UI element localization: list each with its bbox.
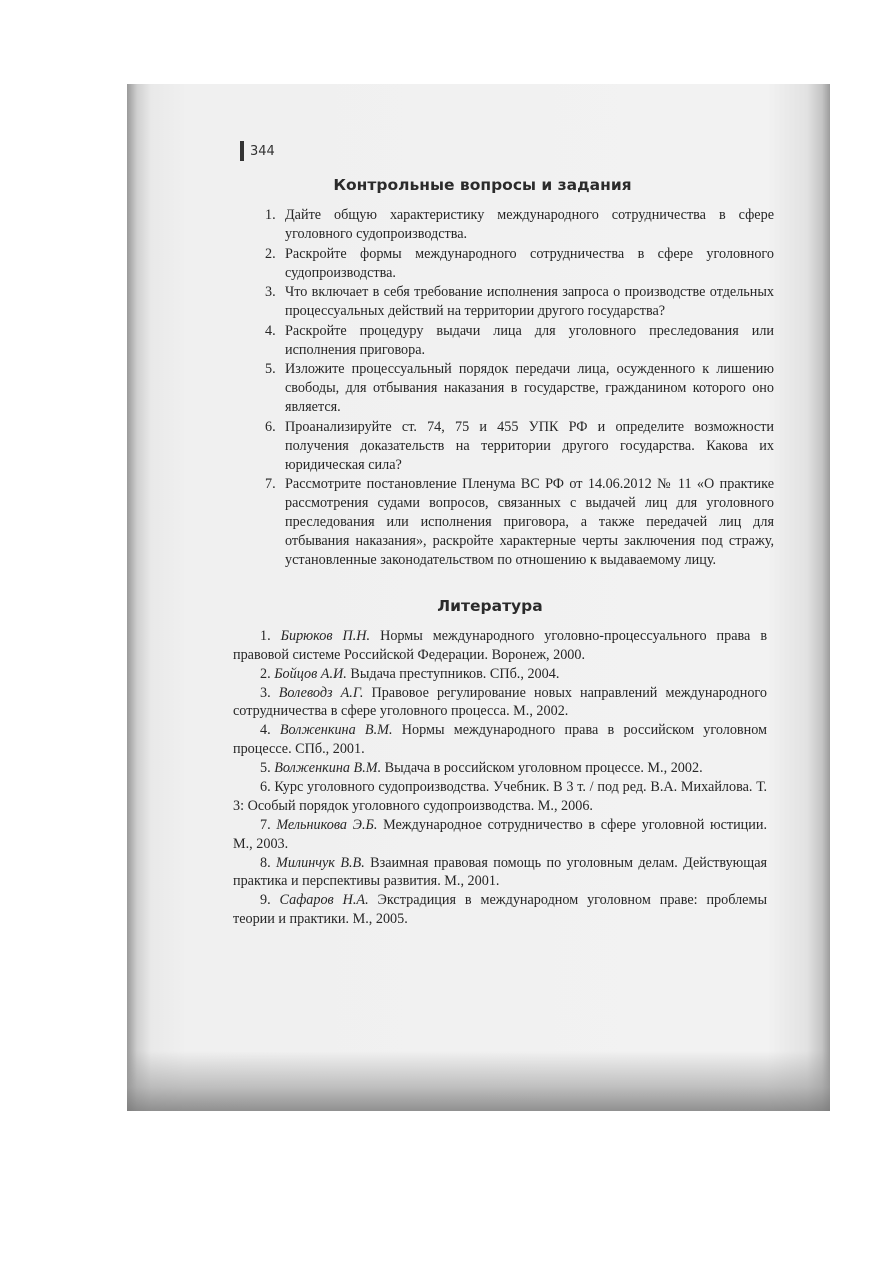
literature-item: 1. Бирюков П.Н. Нормы международного уголовно-процессуального права в правовой системе Российской Федерации. Воронеж, 2000.	[233, 628, 768, 663]
scan-shadow	[127, 1051, 830, 1111]
question-item: 4. Раскройте процедуру выдачи лица для уголовного преследования или исполнения приговора.	[265, 322, 774, 358]
literature-item: 4. Волженкина В.М. Нормы международного права в российском уголовном процессе. СПб., 2001.	[233, 722, 768, 758]
question-item: 3. Что включает в себя требование исполнения запроса о производстве отдельных процессуальных действий на территории другого государства?	[265, 284, 774, 319]
literature-item: 9. Сафаров Н.А. Экстрадиция в международном уголовном праве: проблемы теории и практики. М., 2005.	[233, 892, 767, 927]
literature-heading: Литература	[437, 597, 543, 615]
questions-heading: Контрольные вопросы и задания	[333, 176, 632, 194]
questions-list	[258, 206, 774, 571]
literature-item: 2. Бойцов А.И. Выдача преступников. СПб., 2004.	[260, 665, 560, 682]
literature-item: 7. Мельникова Э.Б. Международное сотрудничество в сфере уголовной юстиции. М., 2003.	[233, 816, 768, 852]
literature-item: 5. Волженкина В.М. Выдача в российском уголовном процессе. М., 2002.	[260, 760, 703, 777]
question-item: 6. Проанализируйте ст. 74, 75 и 455 УПК РФ и определите возможности получения доказательств на территории другого государства. Какова их юридическая сила?	[265, 418, 774, 473]
literature-item: 6. Курс уголовного судопроизводства. Учебник. В 3 т. / под ред. В.А. Михайлова. Т. 3: Особый порядок уголовного судопроизводства. М., 2006.	[233, 779, 768, 814]
page-number-marker	[240, 141, 244, 161]
literature-item: 8. Милинчук В.В. Взаимная правовая помощь по уголовным делам. Действующая практика и перспективы развития. М., 2001.	[233, 854, 768, 890]
literature-item: 3. Волеводз А.Г. Правовое регулирование новых направлений международного сотрудничества в сфере уголовного процесса. М., 2002.	[233, 684, 767, 720]
question-item: 7. Рассмотрите постановление Пленума ВС РФ от 14.06.2012 № 11 «О практике рассмотрения судами вопросов, связанных с выдачей лиц для уголовного преследования или исполнения приговора, а также передачей лиц для отбывания наказания», раскройте характерные черты заключения под стражу, установленные законодательством по отношению к выдаваемому лицу.	[265, 476, 774, 568]
question-item: 1. Дайте общую характеристику международного сотрудничества в сфере уголовного судопроизводства.	[265, 207, 774, 242]
page-number	[240, 141, 275, 161]
question-item: 5. Изложите процессуальный порядок передачи лица, осужденного к лишению свободы, для отбывания наказания в государстве, гражданином которого оно является.	[265, 361, 774, 415]
page-number-text: 344	[250, 143, 275, 159]
literature-list	[233, 627, 767, 929]
question-item: 2. Раскройте формы международного сотрудничества в сфере уголовного судопроизводства.	[265, 245, 774, 281]
